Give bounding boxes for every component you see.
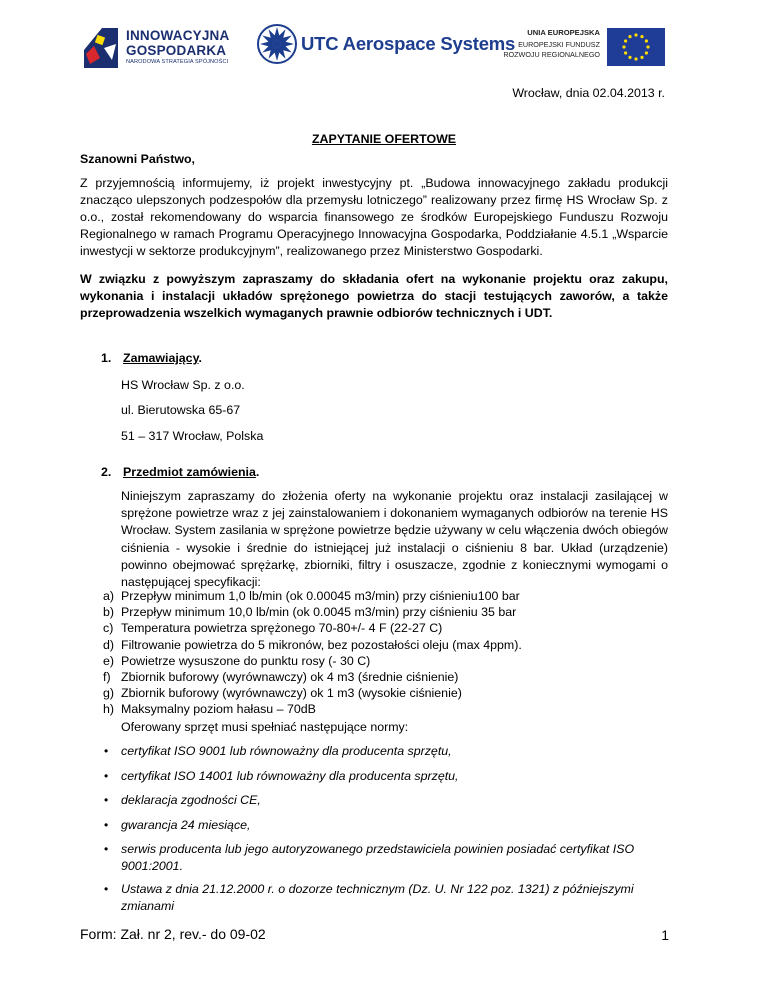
bullet-icon: • [104,744,109,758]
logo-right-line1: UNIA EUROPEJSKA [527,28,600,37]
innowacyjna-gospodarka-logo [82,22,242,74]
norm-text: deklaracja zgodności CE, [121,793,261,807]
bullet-icon: • [104,882,109,896]
list-item [103,653,522,669]
logo-left-line2: GOSPODARKA [126,43,227,58]
orderer-street: ul. Bierutowska 65-67 [121,403,241,417]
norm-text: Ustawa z dnia 21.12.2000 r. o dozorze technicznym (Dz. U. Nr 122 poz. 1321) z późniejszymi zmianami [121,882,634,913]
norm-text: certyfikat ISO 14001 lub równoważny dla producenta sprzętu, [121,769,459,783]
list-item [103,685,522,701]
spec-text: Powietrze wysuszone do punktu rosy (- 30 C) [121,653,371,668]
list-item [103,604,522,620]
list-item [103,637,522,653]
spec-text: Filtrowanie powietrza do 5 mikronów, bez pozostałości oleju (max 4ppm). [121,637,522,652]
spec-text: Temperatura powietrza sprężonego 70-80+/- 4 F (22-27 C) [121,621,443,636]
intro-paragraph: Z przyjemnością informujemy, iż projekt inwestycyjny pt. „Budowa innowacyjnego zakładu produkcji znacząco ulepszonych podzespołów dla przemysłu lotniczego” realizowany przez firmę HS Wrocław Sp. z o.o., został rekomendowany do wsparcia finansowego ze środków Europejskiego Funduszu Rozwoju Regionalnego w ramach Programu Operacyjnego Innowacyjna Gospodarka, Poddziałanie 4.5.1 „Wsparcie inwestycji w sektorze produkcyjnym”, realizowanego przez Ministerstwo Gospodarki. [80,176,668,258]
spec-letter: f) [103,670,111,685]
bullet-icon: • [104,842,109,856]
spec-text: Zbiornik buforowy (wyrównawczy) ok 4 m3 (średnie ciśnienie) [121,670,459,685]
norm-item [104,817,674,834]
spec-text: Przepływ minimum 1,0 lb/min (ok 0.00045 m3/min) przy ciśnieniu100 bar [121,589,520,603]
section-2-suffix: . [255,465,260,479]
section-1-number: 1. [101,351,112,365]
spec-letter: e) [103,653,115,668]
section-1-heading [101,351,202,365]
logo-right-line2: EUROPEJSKI FUNDUSZ [518,40,600,49]
spec-text: Przepływ minimum 10,0 lb/min (ok 0.0045 m3/min) przy ciśnieniu 35 bar [121,605,517,620]
spec-letter: a) [103,589,115,603]
document-title [0,132,768,146]
norms-intro: Oferowany sprzęt musi spełniać następujące normy: [121,720,409,734]
norm-item [104,743,674,760]
greeting: Szanowni Państwo, [80,152,195,166]
bullet-icon: • [104,769,109,783]
logo-left-line1: INNOWACYJNA [126,28,230,43]
norm-text: certyfikat ISO 9001 lub równoważny dla producenta sprzętu, [121,744,452,758]
document-title-text: ZAPYTANIE OFERTOWE [311,132,457,146]
spec-letter: b) [103,605,115,620]
spec-text: Zbiornik buforowy (wyrównawczy) ok 1 m3 (wysokie ciśnienie) [121,686,462,701]
logo-left-line3: NARODOWA STRATEGIA SPÓJNOŚCI [126,59,229,65]
invitation-paragraph: W związku z powyższym zapraszamy do składania ofert na wykonanie projektu oraz zakupu, wykonania i instalacji układów sprężonego powietrza do stacji testujących zaworów, a także przeprowadzenia wszelkich wymaganych prawnie odbiorów technicznych i UDT. [80,272,668,320]
norm-item [104,841,674,875]
list-item [103,620,522,636]
section-1-suffix: . [198,351,202,365]
utc-aerospace-logo [257,24,516,68]
page-number: 1 [661,927,669,943]
eu-flag-icon [607,28,665,66]
section-2-description: Niniejszym zapraszamy do złożenia oferty na wykonanie projektu oraz instalacji zasilającej w sprężone powietrze wraz z jej zainstalowaniem i dokonaniem wymaganych odbiorów na terenie HS Wrocław. System zasilania w sprężone powietrze będzie używany w celu włączenia dwóch obiegów ciśnienia - wysokie i średnie do istniejącej już instalacji o ciśnieniu 8 bar. Układ (urządzenie) powinno obejmować sprężarkę, zbiorniki, filtry i osuszacze, zgodnie z koniecznymi wymogami o następującej specyfikacji: [121,489,668,590]
orderer-company: HS Wrocław Sp. z o.o. [121,378,245,392]
logo-right-line3: ROZWOJU REGIONALNEGO [503,50,600,59]
innowacyjna-gospodarka-flag-icon [82,24,120,70]
section-2-number: 2. [101,465,112,479]
eu-fund-logo [502,28,692,68]
list-item [103,701,522,717]
spec-text: Maksymalny poziom hałasu – 70dB [121,702,316,717]
section-2-label: Przedmiot zamówienia [123,465,256,479]
norm-text: gwarancja 24 miesiące, [121,818,251,832]
spec-letter: h) [103,702,115,717]
document-date: Wrocław, dnia 02.04.2013 r. [512,86,665,100]
bullet-icon: • [104,818,109,832]
norm-text: serwis producenta lub jego autoryzowanego przedstawiciela powinien posiadać certyfikat ISO 9001:2001. [121,842,635,873]
bullet-icon: • [104,793,109,807]
norm-item [104,768,674,785]
spec-letter: d) [103,637,115,652]
section-1-label: Zamawiający [123,351,199,365]
orderer-city: 51 – 317 Wrocław, Polska [121,429,264,443]
footer-form-id: Form: Zał. nr 2, rev.- do 09-02 [80,926,266,942]
utc-turbine-icon [257,24,297,64]
norm-item [104,792,674,809]
spec-letter: g) [103,686,115,701]
section-2-heading [101,465,259,479]
spec-list [103,588,522,718]
spec-letter: c) [103,621,114,636]
utc-logo-text: UTC Aerospace Systems [301,33,516,54]
norm-item [104,881,674,915]
list-item [103,669,522,685]
list-item [103,588,522,604]
